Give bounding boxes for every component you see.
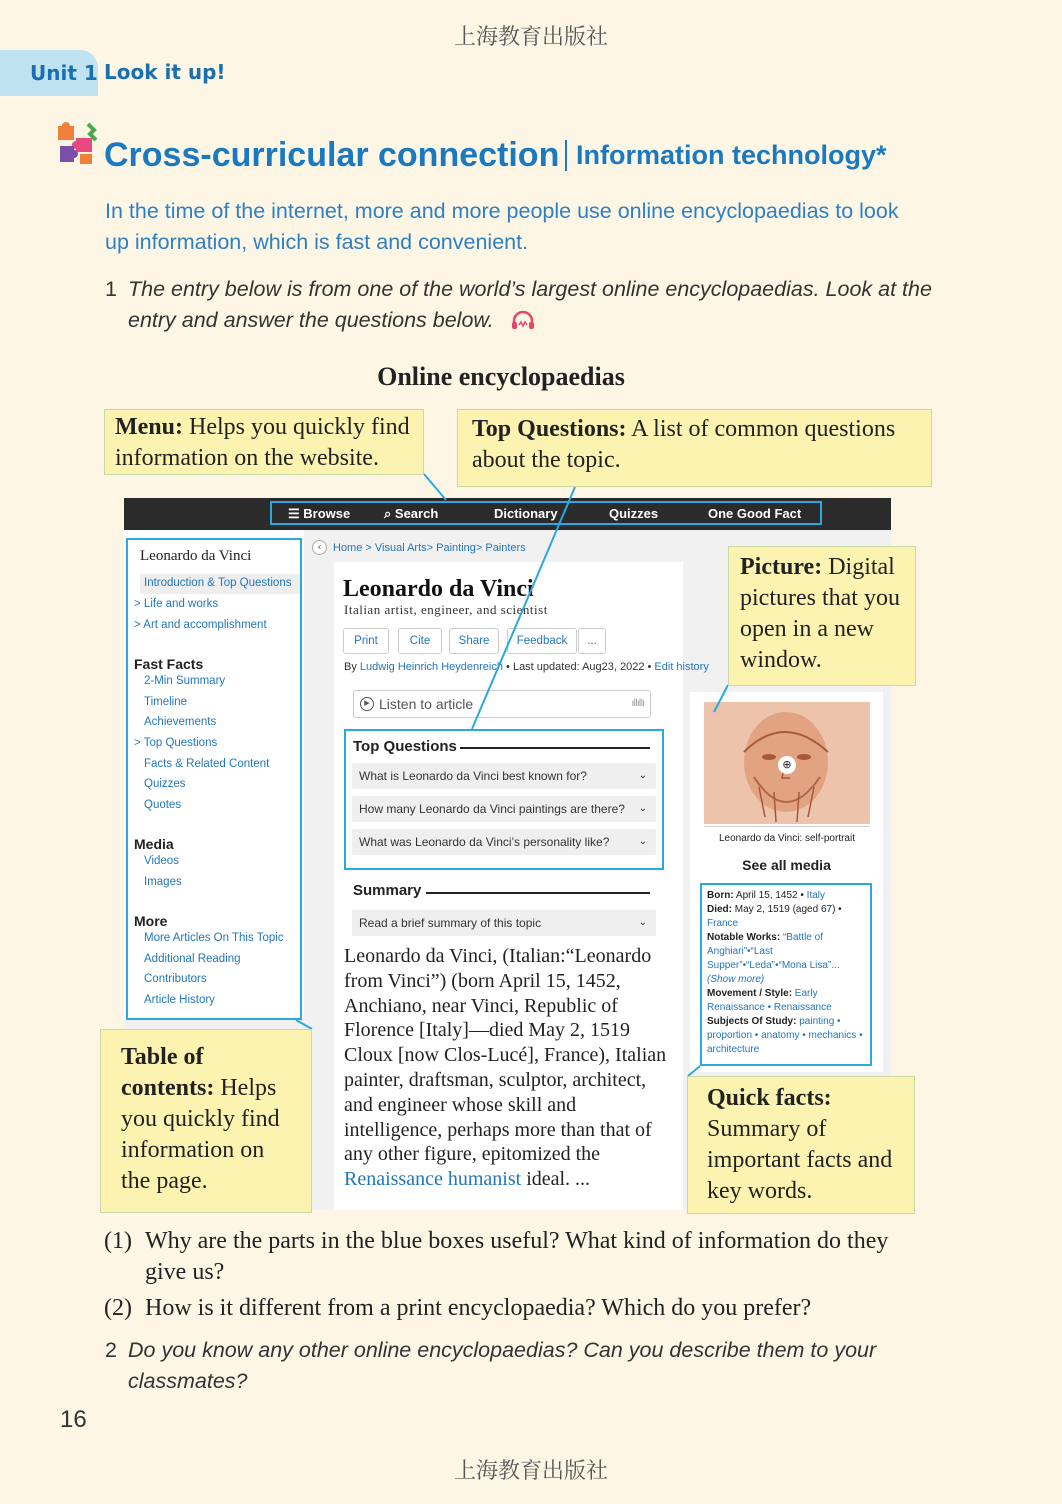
exercise-1-text: The entry below is from one of the world’s largest online encyclopaedias. Look at the entry and answer the questions below.	[128, 277, 932, 332]
fact-born: Born: April 15, 1452 • Italy	[707, 890, 826, 901]
toc-media: Media	[134, 836, 174, 852]
toc-item[interactable]: Videos	[144, 855, 179, 867]
question-row[interactable]: How many Leonardo da Vinci paintings are there? ⌄	[352, 796, 656, 822]
toc-item[interactable]: Quizzes	[144, 778, 186, 790]
toc-item[interactable]: 2-Min Summary	[144, 675, 226, 687]
toc-life[interactable]: > Life and works	[134, 598, 219, 610]
callout-table-of-contents: Table of contents: Helps you quickly find information on the page.	[100, 1029, 312, 1213]
fact-movement: Movement / Style: Early Renaissance • Renaissance	[707, 988, 832, 1013]
article-subtitle: Italian artist, engineer, and scientist	[344, 602, 548, 617]
toc-art[interactable]: > Art and accomplishment	[134, 619, 267, 631]
nav-search[interactable]: ⌕ Search	[384, 506, 439, 521]
article-body: Leonardo da Vinci, (Italian:“Leonardo from Vinci”) (born April 15, 1452, Anchiano, near Vinci, Republic of Florence [Italy]—died May 2, 1519 Cloux [now Clos-Lucé], France), Italian painter, draftsman, sculptor, architect, and engineer whose skill and intelligence, perhaps more than that of any other figure, epitomized the Renaissance humanist ideal. ...	[344, 945, 667, 1191]
question-row[interactable]: What was Leonardo da Vinci’s personality like? ⌄	[352, 829, 656, 855]
chevron-down-icon: ⌄	[638, 836, 647, 847]
toc-item[interactable]: > Top Questions	[134, 737, 218, 749]
toc-title: Leonardo da Vinci	[140, 548, 252, 564]
publisher-watermark-top: 上海教育出版社	[453, 25, 608, 50]
callout-quick-facts: Quick facts: Summary of important facts and key words.	[687, 1076, 915, 1214]
chevron-down-icon: ⌄	[638, 770, 647, 781]
toc-item[interactable]: Quotes	[144, 799, 182, 811]
unit-tab: Unit 1	[0, 50, 98, 96]
callout-menu: Menu: Helps you quickly find information on the website.	[104, 409, 424, 475]
exercise-2	[105, 1335, 935, 1397]
callout-top-questions: Top Questions: A list of common questions about the topic.	[457, 409, 932, 487]
toc-item[interactable]: Achievements	[144, 716, 217, 728]
print-button[interactable]: Print	[343, 628, 389, 654]
toc-more: More	[134, 913, 168, 929]
toc-item[interactable]: More Articles On This Topic	[144, 932, 284, 944]
toc-item[interactable]: Timeline	[144, 696, 188, 708]
intro-text: In the time of the internet, more and more people use online encyclopaedias to look up information, which is fast and convenient.	[105, 199, 899, 254]
toc-item[interactable]: Facts & Related Content	[144, 758, 270, 770]
question-1: (1) Why are the parts in the blue boxes useful? What kind of information do they give us?	[104, 1228, 889, 1285]
nav-browse[interactable]: ☰ Browse	[288, 506, 351, 521]
see-all-media-link[interactable]: See all media	[742, 857, 831, 873]
section-title: Cross-curricular connection	[104, 136, 560, 174]
toc-intro[interactable]: Introduction & Top Questions	[144, 577, 292, 589]
question-2: (2) How is it different from a print encyclopaedia? Which do you prefer?	[104, 1295, 812, 1321]
search-icon: ⌕	[384, 506, 392, 521]
publisher-watermark-bottom: 上海教育出版社	[453, 1459, 608, 1484]
zoom-icon[interactable]: ⊕	[778, 756, 796, 774]
question-row[interactable]: What is Leonardo da Vinci best known for? ⌄	[352, 763, 656, 789]
summary-select[interactable]: Read a brief summary of this topic ⌄	[352, 910, 656, 936]
toc-item[interactable]: Article History	[144, 994, 215, 1006]
top-questions-heading: Top Questions	[353, 738, 457, 755]
more-button[interactable]: ...	[578, 628, 606, 654]
toc-item[interactable]: Contributors	[144, 973, 207, 985]
toc-item[interactable]: Images	[144, 876, 182, 888]
byline: By Ludwig Heinrich Heydenreich • Last updated: Aug23, 2022 • Edit history	[344, 661, 709, 673]
toc-fast-facts: Fast Facts	[134, 656, 204, 672]
back-chevron-icon[interactable]: ‹	[312, 540, 327, 555]
page-number: 16	[60, 1406, 87, 1433]
fact-works: Notable Works: “Battle of Anghiari”•“Last Supper”•“Leda”•“Mona Lisa”... (Show more)	[707, 932, 840, 985]
fact-died: Died: May 2, 1519 (aged 67) • France	[707, 904, 842, 929]
article-title: Leonardo da Vinci	[343, 576, 534, 602]
listen-to-article-button[interactable]: ▶ Listen to article ıllıllı	[353, 690, 651, 718]
nav-dictionary[interactable]: Dictionary	[494, 506, 558, 521]
nav-quizzes[interactable]: Quizzes	[609, 506, 659, 521]
breadcrumb[interactable]: Home > Visual Arts> Painting> Painters	[333, 542, 526, 554]
cite-button[interactable]: Cite	[398, 628, 442, 654]
nav-one-good-fact[interactable]: One Good Fact	[708, 506, 802, 521]
exercise-2-text: Do you know any other online encyclopaedias? Can you describe them to your classmates?	[128, 1338, 877, 1393]
share-button[interactable]: Share	[449, 628, 499, 654]
renaissance-humanist-link[interactable]: Renaissance humanist	[344, 1168, 522, 1191]
image-caption: Leonardo da Vinci: self-portrait	[718, 833, 855, 844]
author-link[interactable]: Ludwig Heinrich Heydenreich	[359, 661, 503, 673]
callout-picture: Picture: Digital pictures that you open in a new window.	[728, 546, 916, 686]
chevron-down-icon: ⌄	[638, 917, 647, 928]
figure-title: Online encyclopaedias	[377, 362, 625, 391]
fact-subjects: Subjects Of Study: painting • proportion • anatomy • mechanics • architecture	[707, 1016, 863, 1055]
exercise-2-number: 2	[105, 1338, 117, 1362]
toc-item[interactable]: Additional Reading	[144, 953, 241, 965]
unit-title: Look it up!	[104, 60, 226, 84]
edit-history-link[interactable]: Edit history	[654, 661, 709, 673]
summary-heading: Summary	[353, 882, 422, 899]
play-icon: ▶	[360, 697, 374, 711]
feedback-button[interactable]: Feedback	[507, 628, 577, 654]
section-subtitle: Information technology*	[565, 140, 887, 171]
chevron-down-icon: ⌄	[638, 803, 647, 814]
audio-wave-icon: ıllıllı	[631, 698, 644, 709]
exercise-1-number: 1	[105, 277, 117, 301]
